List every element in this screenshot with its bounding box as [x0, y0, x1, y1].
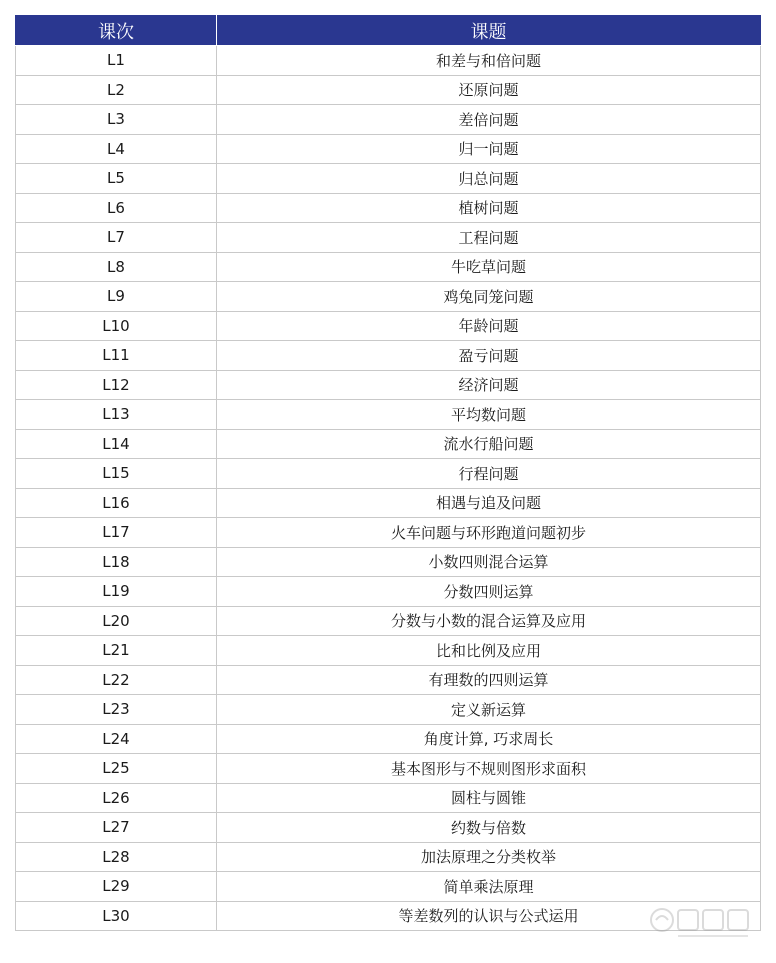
lesson-cell: L5 [16, 164, 217, 194]
topic-cell: 圆柱与圆锥 [217, 783, 761, 813]
lesson-cell: L20 [16, 606, 217, 636]
course-table [15, 15, 761, 931]
topic-cell: 鸡兔同笼问题 [217, 282, 761, 312]
topic-cell: 加法原理之分类枚举 [217, 842, 761, 872]
topic-cell: 相遇与追及问题 [217, 488, 761, 518]
table-row [16, 754, 761, 784]
lesson-cell: L4 [16, 134, 217, 164]
topic-cell: 平均数问题 [217, 400, 761, 430]
lesson-cell: L19 [16, 577, 217, 607]
lesson-cell: L25 [16, 754, 217, 784]
header-lesson: 课次 [16, 16, 217, 46]
table-row [16, 134, 761, 164]
table-row [16, 193, 761, 223]
topic-cell: 归一问题 [217, 134, 761, 164]
lesson-cell: L22 [16, 665, 217, 695]
table-row [16, 695, 761, 725]
lesson-cell: L7 [16, 223, 217, 253]
lesson-cell: L1 [16, 46, 217, 76]
table-row [16, 429, 761, 459]
lesson-cell: L27 [16, 813, 217, 843]
table-row [16, 636, 761, 666]
table-row [16, 518, 761, 548]
header-row [16, 16, 761, 46]
table-row [16, 75, 761, 105]
table-row [16, 223, 761, 253]
topic-cell: 经济问题 [217, 370, 761, 400]
lesson-cell: L23 [16, 695, 217, 725]
table-row [16, 341, 761, 371]
lesson-cell: L26 [16, 783, 217, 813]
table-row [16, 665, 761, 695]
lesson-cell: L21 [16, 636, 217, 666]
lesson-cell: L17 [16, 518, 217, 548]
topic-cell: 约数与倍数 [217, 813, 761, 843]
topic-cell: 定义新运算 [217, 695, 761, 725]
topic-cell: 有理数的四则运算 [217, 665, 761, 695]
lesson-cell: L13 [16, 400, 217, 430]
table-row [16, 311, 761, 341]
topic-cell: 工程问题 [217, 223, 761, 253]
table-row [16, 46, 761, 76]
table-row [16, 577, 761, 607]
lesson-cell: L24 [16, 724, 217, 754]
topic-cell: 角度计算, 巧求周长 [217, 724, 761, 754]
table-row [16, 400, 761, 430]
table-body [16, 46, 761, 931]
topic-cell: 小数四则混合运算 [217, 547, 761, 577]
topic-cell: 植树问题 [217, 193, 761, 223]
table-row [16, 370, 761, 400]
topic-cell: 差倍问题 [217, 105, 761, 135]
lesson-cell: L29 [16, 872, 217, 902]
lesson-cell: L9 [16, 282, 217, 312]
header-topic: 课题 [217, 16, 761, 46]
table-row [16, 252, 761, 282]
watermark-logo-icon [648, 903, 758, 941]
table-row [16, 459, 761, 489]
table-row [16, 105, 761, 135]
topic-cell: 归总问题 [217, 164, 761, 194]
table-row [16, 488, 761, 518]
lesson-cell: L30 [16, 901, 217, 931]
table-row [16, 872, 761, 902]
table-row [16, 164, 761, 194]
topic-cell: 火车问题与环形跑道问题初步 [217, 518, 761, 548]
lesson-cell: L3 [16, 105, 217, 135]
topic-cell: 分数与小数的混合运算及应用 [217, 606, 761, 636]
lesson-cell: L12 [16, 370, 217, 400]
table-row [16, 783, 761, 813]
lesson-cell: L2 [16, 75, 217, 105]
topic-cell: 等差数列的认识与公式运用 [217, 901, 761, 931]
table-row [16, 282, 761, 312]
topic-cell: 盈亏问题 [217, 341, 761, 371]
table-row [16, 547, 761, 577]
lesson-cell: L28 [16, 842, 217, 872]
lesson-cell: L8 [16, 252, 217, 282]
lesson-cell: L6 [16, 193, 217, 223]
topic-cell: 流水行船问题 [217, 429, 761, 459]
table-header [16, 16, 761, 46]
lesson-cell: L10 [16, 311, 217, 341]
lesson-cell: L16 [16, 488, 217, 518]
topic-cell: 比和比例及应用 [217, 636, 761, 666]
topic-cell: 还原问题 [217, 75, 761, 105]
table-row [16, 724, 761, 754]
topic-cell: 牛吃草问题 [217, 252, 761, 282]
table-row [16, 813, 761, 843]
topic-cell: 简单乘法原理 [217, 872, 761, 902]
topic-cell: 基本图形与不规则图形求面积 [217, 754, 761, 784]
lesson-cell: L14 [16, 429, 217, 459]
lesson-cell: L11 [16, 341, 217, 371]
table-row [16, 842, 761, 872]
topic-cell: 分数四则运算 [217, 577, 761, 607]
topic-cell: 年龄问题 [217, 311, 761, 341]
table-row [16, 606, 761, 636]
topic-cell: 和差与和倍问题 [217, 46, 761, 76]
lesson-cell: L18 [16, 547, 217, 577]
topic-cell: 行程问题 [217, 459, 761, 489]
lesson-cell: L15 [16, 459, 217, 489]
